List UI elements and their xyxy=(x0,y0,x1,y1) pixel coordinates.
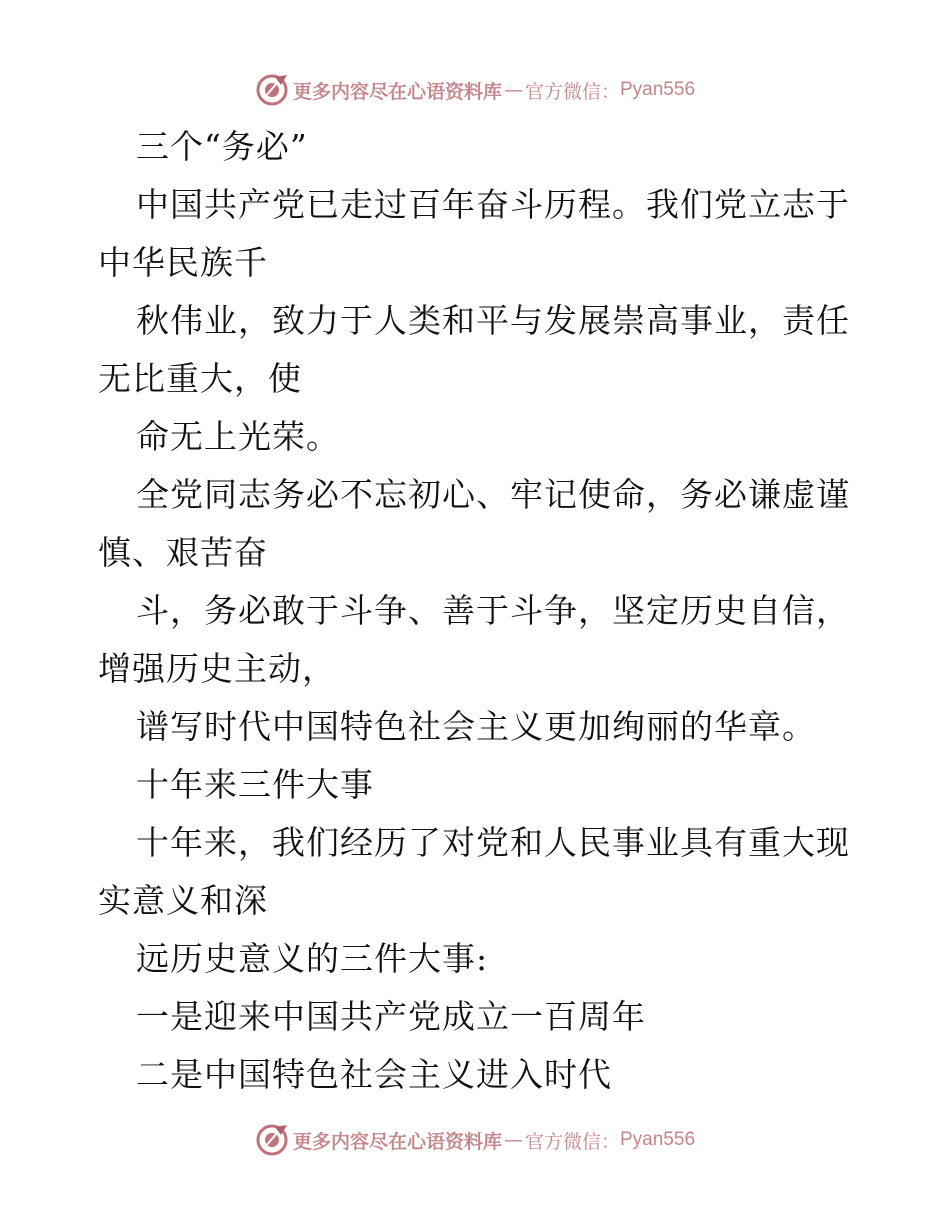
text-line: 中国共产党已走过百年奋斗历程。我们党立志于 xyxy=(136,185,850,224)
text-line: 实意义和深 xyxy=(98,881,268,920)
text-line: 无比重大，使 xyxy=(98,359,302,398)
text-line: 命无上光荣。 xyxy=(136,417,340,456)
text-line: 斗，务必敢于斗争、善于斗争，坚定历史自信， xyxy=(136,591,850,630)
watermark-right-text: 官方微信： xyxy=(524,1130,620,1153)
text-line: 一是迎来中国共产党成立一百周年 xyxy=(136,997,646,1036)
logo-icon xyxy=(255,1123,289,1157)
watermark-account: Pyan556 xyxy=(620,1129,696,1150)
section-heading: 十年来三件大事 xyxy=(136,765,374,804)
text-line: 增强历史主动， xyxy=(98,649,336,688)
watermark-dash: — xyxy=(503,79,523,101)
text-line: 十年来，我们经历了对党和人民事业具有重大现 xyxy=(136,823,850,862)
text-line: 二是中国特色社会主义进入时代 xyxy=(136,1055,612,1094)
watermark-right-text: 官方微信： xyxy=(524,80,620,103)
watermark-left-text: 更多内容尽在心语资料库 xyxy=(292,1130,502,1153)
watermark-account: Pyan556 xyxy=(620,79,696,100)
document-body xyxy=(98,118,858,1104)
header-watermark xyxy=(0,70,950,110)
logo-icon xyxy=(255,73,289,107)
text-line: 秋伟业，致力于人类和平与发展崇高事业，责任 xyxy=(136,301,850,340)
text-line: 慎、艰苦奋 xyxy=(98,533,268,572)
text-line: 全党同志务必不忘初心、牢记使命，务必谦虚谨 xyxy=(136,475,850,514)
text-line: 三个“务必” xyxy=(136,127,308,166)
text-line: 谱写时代中国特色社会主义更加绚丽的华章。 xyxy=(136,707,816,746)
watermark-dash: — xyxy=(503,1129,523,1151)
watermark-left-text: 更多内容尽在心语资料库 xyxy=(292,80,502,103)
text-line: 中华民族千 xyxy=(98,243,268,282)
footer-watermark xyxy=(0,1120,950,1160)
text-line: 远历史意义的三件大事: xyxy=(136,939,489,978)
